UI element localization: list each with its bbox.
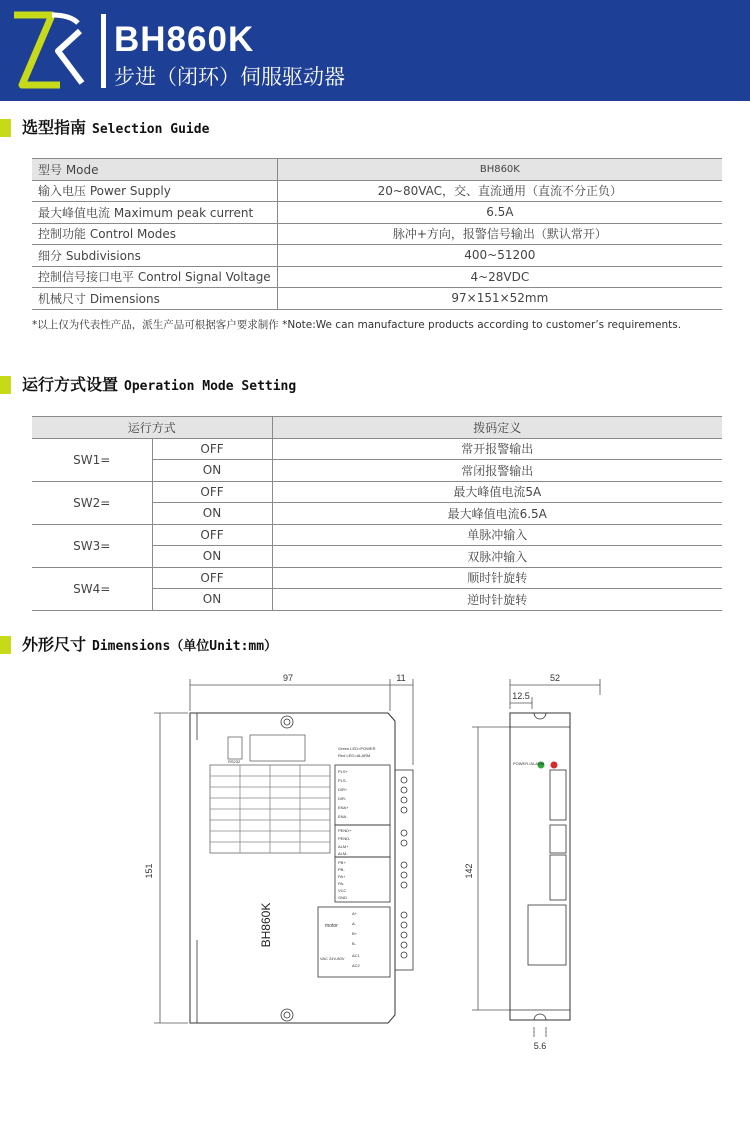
- table-header-row: [32, 417, 722, 439]
- table-header-row: [32, 159, 722, 181]
- motor-pin-label: A-: [352, 921, 356, 926]
- section-marker: [0, 376, 11, 394]
- dim-height: 151: [144, 863, 154, 879]
- side-led-label: POWER /ALARM: [513, 761, 545, 766]
- table-row: [32, 223, 722, 245]
- dim-depth: 52: [549, 673, 561, 683]
- signal-label: PA-: [338, 881, 345, 886]
- table-cell: 4~28VDC: [277, 266, 722, 288]
- switch-definition: 最大峰值电流6.5A: [272, 503, 722, 525]
- table-cell: BH860K: [277, 159, 722, 181]
- signal-label: ALM-: [338, 851, 348, 856]
- table-cell: 20~80VAC，交、直流通用（直流不分正负）: [277, 180, 722, 202]
- switch-name: SW3=: [32, 524, 152, 567]
- signal-label: GND: [338, 895, 347, 900]
- table-row: [32, 180, 722, 202]
- motor-pin-label: B-: [352, 941, 356, 946]
- table-row: [32, 288, 722, 310]
- header-banner: [0, 0, 750, 101]
- table-cell: 输入电压 Power Supply: [32, 180, 277, 202]
- selection-table: [32, 158, 722, 310]
- switch-state: OFF: [152, 567, 272, 589]
- table-row: [32, 438, 722, 460]
- header-divider: [101, 14, 106, 88]
- table-cell: 最大峰值电流 Maximum peak current: [32, 202, 277, 224]
- signal-label: ALM+: [338, 844, 349, 849]
- switch-definition: 顺时针旋转: [272, 567, 722, 589]
- table-cell: 细分 Subdivisions: [32, 245, 277, 267]
- signal-label: DIR+: [338, 787, 348, 792]
- dim-side-height: 142: [464, 863, 474, 879]
- table-cell: 机械尺寸 Dimensions: [32, 288, 277, 310]
- signal-label: DIR-: [338, 796, 347, 801]
- signal-label: PEND+: [338, 828, 352, 833]
- table-cell: 拨码定义: [272, 417, 722, 439]
- signal-label: PA+: [338, 874, 346, 879]
- signal-label: PEND-: [338, 836, 351, 841]
- table-cell: 控制信号接口电平 Control Signal Voltage: [32, 266, 277, 288]
- section-title: 运行方式设置 Operation Mode Setting: [22, 375, 297, 394]
- table-row: [32, 202, 722, 224]
- ac-pin-label: AC1: [352, 953, 360, 958]
- dim-width: 97: [282, 673, 294, 683]
- table-cell: 97×151×52mm: [277, 288, 722, 310]
- signal-label: PB+: [338, 860, 346, 865]
- signal-label: PB-: [338, 867, 345, 872]
- alarm-led-icon: [551, 762, 558, 769]
- dimension-drawing: [130, 665, 610, 1065]
- signal-label: ENA-: [338, 814, 348, 819]
- drawing-model-label: BH860K: [259, 902, 273, 948]
- table-cell: 400~51200: [277, 245, 722, 267]
- product-subtitle: 步进（闭环）伺服驱动器: [114, 65, 345, 89]
- led-label-power: Green LED=POWER: [338, 746, 376, 751]
- operation-table: [32, 416, 722, 611]
- dim-offset: 12.5: [512, 691, 530, 701]
- motor-pin-label: B+: [352, 931, 358, 936]
- switch-state: OFF: [152, 524, 272, 546]
- section-title: 外形尺寸 Dimensions（单位Unit:mm）: [22, 635, 278, 654]
- section-marker: [0, 119, 11, 137]
- section-marker: [0, 636, 11, 654]
- product-model-title: BH860K: [114, 20, 255, 59]
- signal-label: PLS-: [338, 778, 347, 783]
- switch-definition: 双脉冲输入: [272, 546, 722, 568]
- led-label-alarm: Red LED=ALARM: [338, 753, 371, 758]
- switch-name: SW2=: [32, 481, 152, 524]
- table-row: [32, 266, 722, 288]
- section-title: 选型指南 Selection Guide: [22, 118, 210, 137]
- dim-terminal: 11: [396, 673, 406, 683]
- table-row: [32, 567, 722, 589]
- switch-state: OFF: [152, 481, 272, 503]
- switch-definition: 常开报警输出: [272, 438, 722, 460]
- switch-definition: 单脉冲输入: [272, 524, 722, 546]
- table-cell: 控制功能 Control Modes: [32, 223, 277, 245]
- table-row: [32, 524, 722, 546]
- motor-label: motor: [325, 923, 338, 929]
- switch-state: ON: [152, 460, 272, 482]
- switch-definition: 逆时针旋转: [272, 589, 722, 611]
- signal-label: VCC: [338, 888, 347, 893]
- switch-definition: 常闭报警输出: [272, 460, 722, 482]
- rs232-label: RS232: [228, 759, 241, 764]
- table-cell: 6.5A: [277, 202, 722, 224]
- switch-name: SW1=: [32, 438, 152, 481]
- table-cell: 脉冲+方向，报警信号输出（默认常开）: [277, 223, 722, 245]
- selection-note: *以上仅为代表性产品，派生产品可根据客户要求制作 *Note:We can manufacture products according to customer’s requirements.: [32, 319, 682, 331]
- switch-name: SW4=: [32, 567, 152, 610]
- switch-state: OFF: [152, 438, 272, 460]
- power-label: VAC 24V-80V: [320, 956, 345, 961]
- table-cell: 型号 Mode: [32, 159, 277, 181]
- motor-pin-label: A+: [352, 911, 358, 916]
- switch-state: ON: [152, 546, 272, 568]
- table-row: [32, 481, 722, 503]
- brand-logo: [8, 9, 88, 91]
- ac-pin-label: AC2: [352, 963, 360, 968]
- switch-state: ON: [152, 589, 272, 611]
- switch-definition: 最大峰值电流5A: [272, 481, 722, 503]
- signal-label: ENA+: [338, 805, 349, 810]
- switch-state: ON: [152, 503, 272, 525]
- table-cell: 运行方式: [32, 417, 272, 439]
- dim-slot: 5.6: [533, 1041, 547, 1051]
- signal-label: PLS+: [338, 769, 348, 774]
- table-row: [32, 245, 722, 267]
